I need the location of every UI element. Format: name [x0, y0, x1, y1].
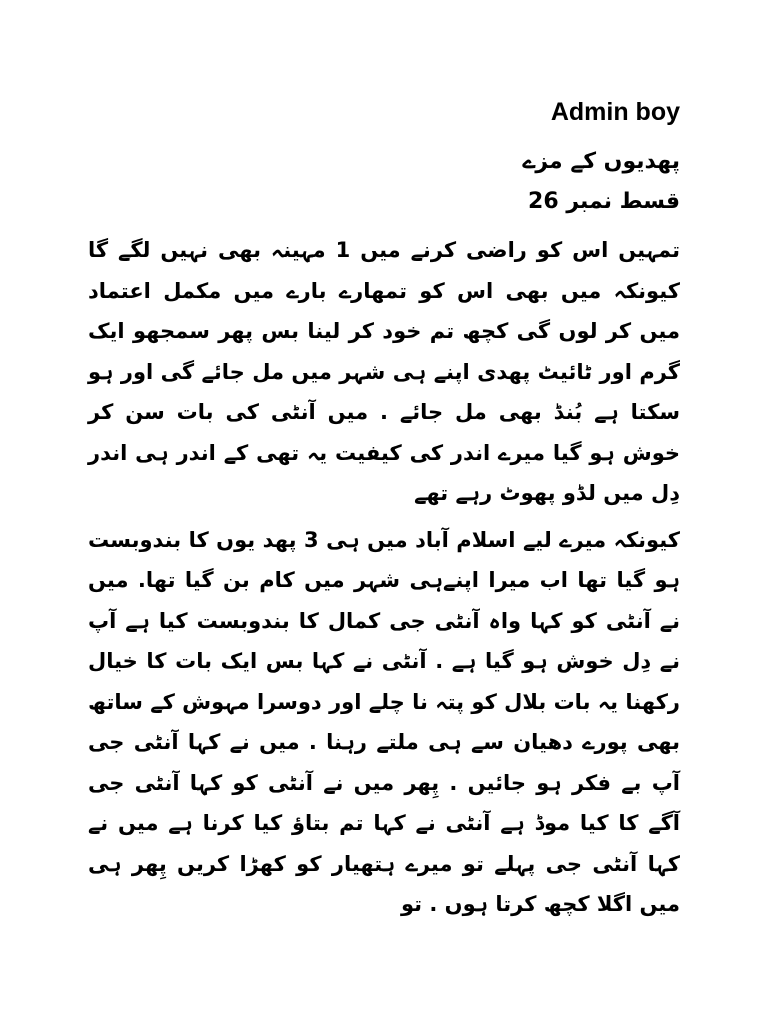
paragraph-1: تمہیں اس کو راضی کرنے میں 1 مہینہ بھی نہیں لگے گا کیونکہ میں بھی اس کو تمھارے بارے میں مکمل اعتماد میں کر لوں گی کچھ تم خود کر لینا بس پھر سمجھو ایک گرم اور ٹائیٹ پھدی اپنے ہی شہر میں مل جائے گی اور ہو سکتا ہے بُنڈ بھی مل جائے . میں آنٹی کی بات سن کر خوش ہو گیا میرے اندر کی کیفیت یہ تھی کے اندر ہی اندر دِل میں لڈو پھوٹ رہے تھے: [88, 238, 680, 505]
story-title: پھدیوں کے مزے: [522, 149, 680, 174]
author-name: Admin boy: [550, 98, 680, 126]
episode-number: قسط نمبر 26: [528, 189, 680, 214]
paragraph-2: کیونکہ میرے لیے اسلام آباد میں ہی 3 پھد یوں کا بندوبست ہو گیا تھا اب میرا اپنےہی شہر میں کام بن گیا تھا. میں نے آنٹی کو کہا واہ آنٹی جی کمال کا بندوبست کیا ہے آپ نے دِل خوش ہو گیا ہے . آنٹی نے کہا بس ایک بات کا خیال رکھنا یہ بات بلال کو پتہ نا چلے اور دوسرا مہوش کے ساتھ بھی پورے دھیان سے ہی ملتے رہنا . میں نے کہا آنٹی جی آپ بے فکر ہو جائیں . پِھر میں نے آنٹی کو کہا آنٹی جی آگے کا کیا موڈ ہے آنٹی نے کہا تم بتاؤ کیا کرنا ہے میں نے کہا آنٹی جی پہلے تو میرے ہتھیار کو کھڑا کریں پِھر ہی میں اگلا کچھ کرتا ہوں . تو: [88, 527, 680, 916]
document-page: [88, 92, 680, 925]
